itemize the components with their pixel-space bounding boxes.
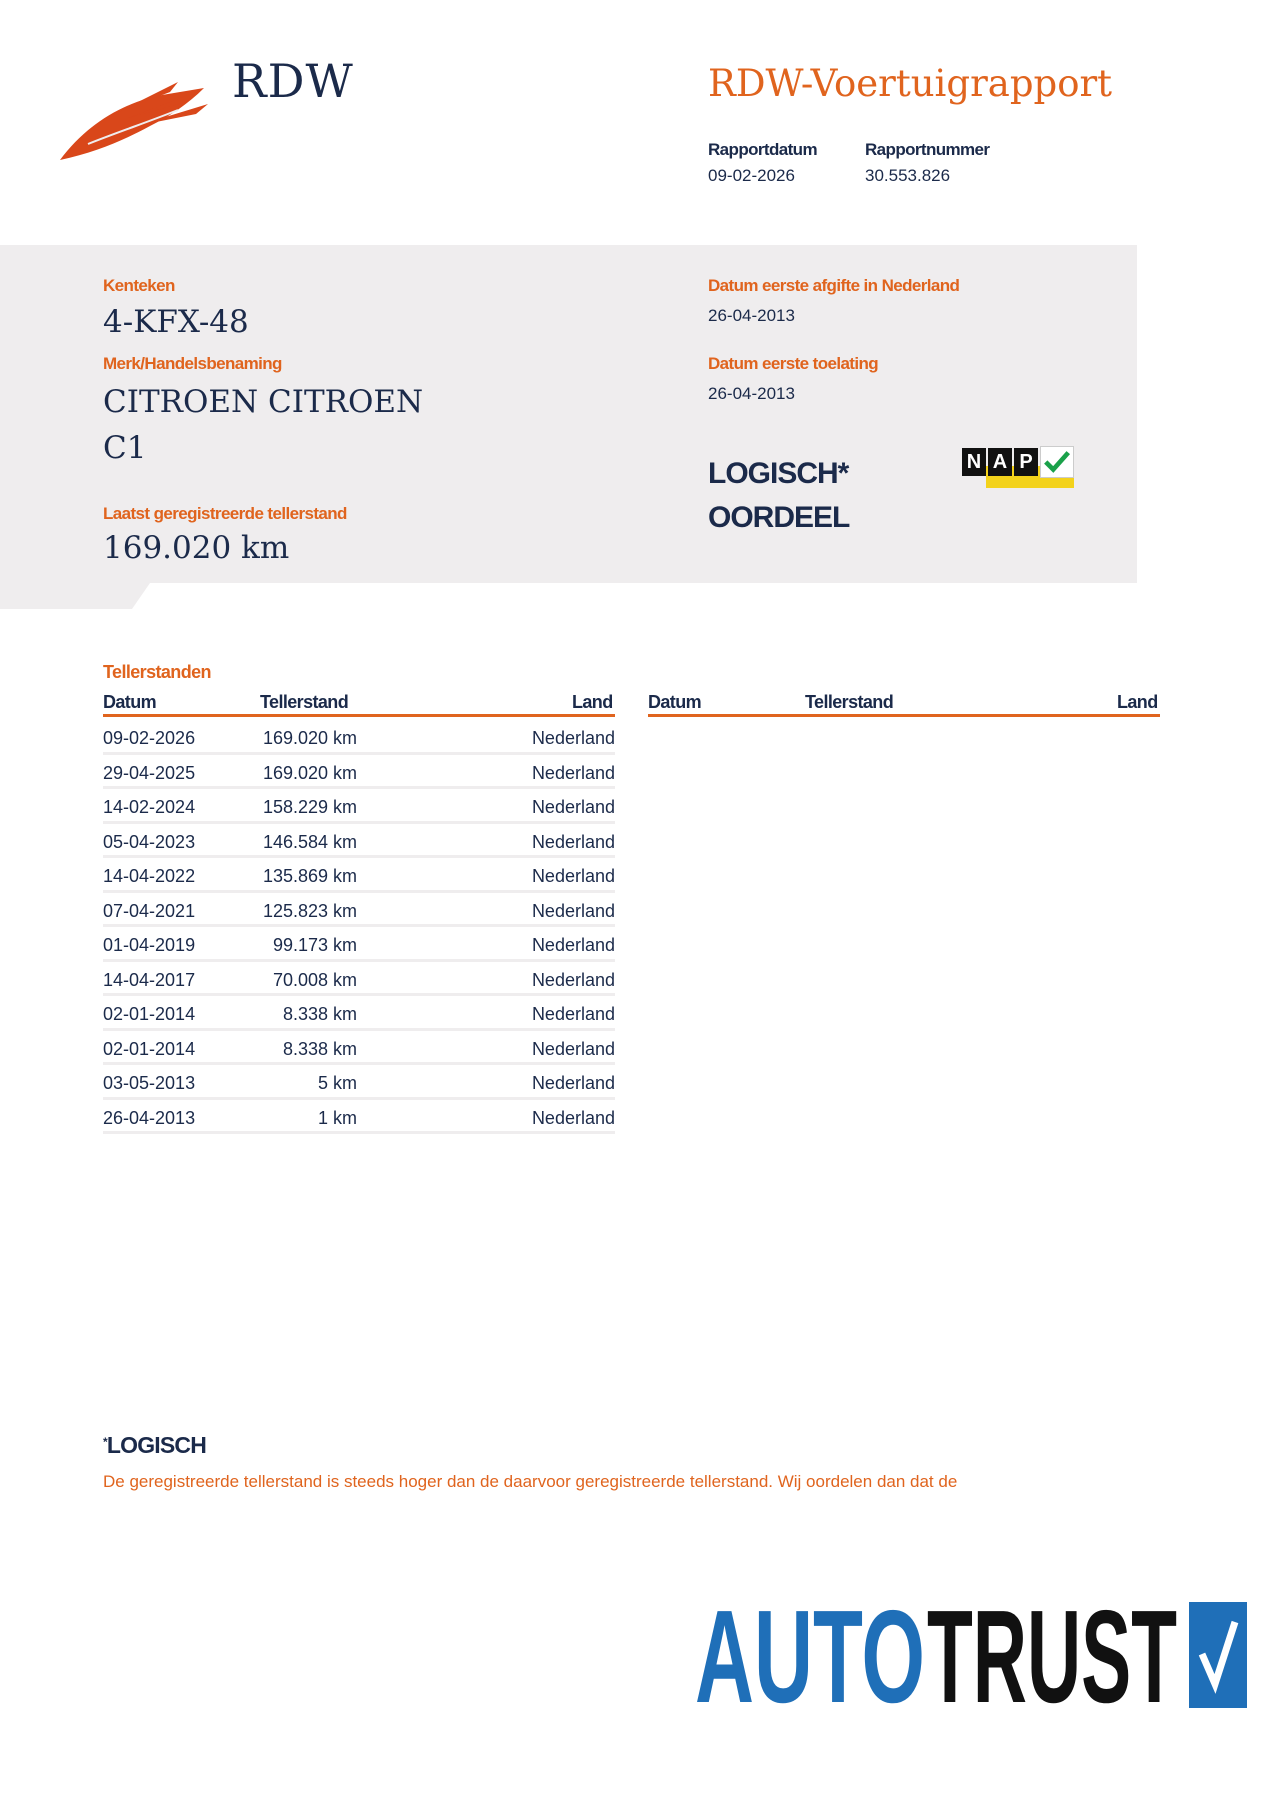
make-label: Merk/Handelsbenaming [103, 354, 282, 373]
table-row [103, 720, 615, 755]
table-row [103, 893, 615, 928]
row-reading: 5 km [317, 1073, 357, 1093]
row-date: 07-04-2021 [103, 900, 196, 921]
row-reading: 169.020 km [262, 762, 357, 783]
col-date-header-right: Datum [648, 692, 702, 712]
table-row [103, 1031, 615, 1066]
plate-value: 4-KFX-48 [103, 304, 249, 340]
row-country: Nederland [531, 1038, 615, 1059]
row-date: 02-01-2014 [103, 1004, 196, 1024]
table-row [103, 824, 615, 859]
table-row [103, 755, 615, 790]
table-row [103, 962, 615, 997]
autotrust-part2: TRUST [927, 1590, 1177, 1715]
odometer-label: Laatst geregistreerde tellerstand [103, 504, 347, 523]
row-reading: 158.229 km [262, 797, 357, 817]
brand-name: RDW [232, 54, 354, 108]
col-country-header-right: Land [1117, 692, 1158, 712]
row-country: Nederland [531, 1107, 615, 1128]
footnote-title: *LOGISCH [103, 1432, 207, 1458]
odometer-value: 169.020 km [103, 530, 290, 566]
row-date: 14-02-2024 [103, 797, 196, 817]
col-country-header: Land [572, 692, 613, 712]
autotrust-logo [695, 1590, 1250, 1715]
row-date: 01-04-2019 [103, 935, 196, 955]
report-date-value: 09-02-2026 [708, 166, 795, 185]
rdw-logo-icon [58, 82, 208, 162]
table-row [103, 1065, 615, 1100]
first-issue-nl-label: Datum eerste afgifte in Nederland [708, 276, 960, 295]
row-reading: 8.338 km [282, 1038, 357, 1059]
row-date: 05-04-2023 [103, 831, 196, 852]
nap-letter-a: A [988, 448, 1012, 476]
row-country: Nederland [531, 797, 615, 817]
check-icon [1040, 446, 1074, 478]
row-date: 14-04-2022 [103, 866, 196, 886]
table-header-rule [103, 714, 615, 717]
report-number-label: Rapportnummer [865, 140, 990, 159]
first-admission-value: 26-04-2013 [708, 384, 795, 403]
autotrust-check-box-icon [1189, 1602, 1247, 1708]
verdict-line2: OORDEEL [708, 501, 850, 534]
nap-verdict [708, 452, 849, 540]
row-country: Nederland [531, 900, 615, 921]
row-date: 14-04-2017 [103, 969, 196, 990]
row-date: 29-04-2025 [103, 762, 196, 783]
footnote-text: De geregistreerde tellerstand is steeds hoger dan de daarvoor geregistreerde tellerstand. Wij oordelen dan dat de [103, 1472, 958, 1491]
panel-tail [0, 583, 150, 609]
nap-badge [962, 446, 1074, 490]
table-row [103, 789, 615, 824]
report-date-block [708, 140, 817, 186]
make-value-line2: C1 [103, 430, 147, 466]
row-reading: 135.869 km [262, 866, 357, 886]
first-issue-nl-value: 26-04-2013 [708, 306, 795, 325]
verdict-line1: LOGISCH* [708, 457, 849, 490]
table-row [103, 927, 615, 962]
row-reading: 99.173 km [272, 935, 357, 955]
row-date: 09-02-2026 [103, 728, 196, 748]
report-number-value: 30.553.826 [865, 166, 951, 185]
first-admission-label: Datum eerste toelating [708, 354, 879, 373]
row-reading: 70.008 km [272, 969, 357, 990]
row-reading: 146.584 km [262, 831, 357, 852]
row-country: Nederland [531, 1004, 615, 1024]
col-date-header: Datum [103, 692, 157, 712]
table-row [103, 996, 615, 1031]
row-date: 02-01-2014 [103, 1038, 196, 1059]
row-country: Nederland [531, 762, 615, 783]
plate-label: Kenteken [103, 276, 175, 295]
report-number-block [865, 140, 989, 186]
row-country: Nederland [531, 969, 615, 990]
row-country: Nederland [531, 935, 615, 955]
row-reading: 8.338 km [282, 1004, 357, 1024]
report-date-label: Rapportdatum [708, 140, 817, 159]
col-reading-header-right: Tellerstand [805, 692, 894, 712]
table-row [103, 1100, 615, 1135]
table-header-rule-right [648, 714, 1160, 717]
row-country: Nederland [531, 1073, 615, 1093]
row-reading: 169.020 km [262, 728, 357, 748]
report-title: RDW-Voertuigrapport [708, 62, 1113, 105]
row-country: Nederland [531, 831, 615, 852]
row-country: Nederland [531, 728, 615, 748]
make-value-line1: CITROEN CITROEN [103, 384, 424, 420]
odometer-rows [103, 720, 615, 1134]
nap-letter-p: P [1014, 448, 1038, 476]
autotrust-part1: AUTO [695, 1590, 925, 1715]
row-date: 03-05-2013 [103, 1073, 196, 1093]
row-reading: 1 km [317, 1107, 357, 1128]
odometer-section-title: Tellerstanden [103, 662, 211, 682]
row-country: Nederland [531, 866, 615, 886]
footnote-title-text: LOGISCH [106, 1432, 207, 1458]
table-row [103, 858, 615, 893]
row-reading: 125.823 km [262, 900, 357, 921]
row-date: 26-04-2013 [103, 1107, 196, 1128]
col-reading-header: Tellerstand [260, 692, 349, 712]
nap-letter-n: N [962, 448, 986, 476]
